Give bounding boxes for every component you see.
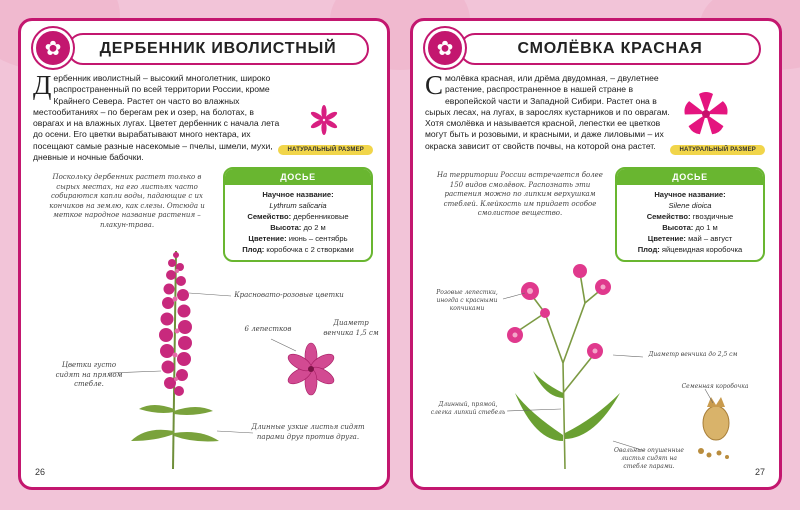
right-note-leaves: Овальные опушенные листья сидят на стебле парами. (614, 447, 684, 470)
right-dossier-title: ДОСЬЕ (617, 169, 763, 185)
left-family-label: Семейство: (247, 212, 292, 221)
left-annotation-lines (21, 21, 390, 490)
left-sci-label: Научное название: (262, 190, 334, 199)
left-note-stem: Цветки густо сидят на прямом стебле. (55, 361, 123, 389)
left-height-value: до 2 м (303, 223, 326, 232)
right-intro-dropcap: С (425, 70, 444, 100)
right-fruit-label: Плод: (637, 245, 660, 254)
right-family-value: гвоздичные (692, 212, 734, 221)
left-note-petals: 6 лепестков (244, 325, 292, 333)
left-intro-dropcap: Д (33, 70, 52, 100)
right-page-number: 27 (754, 467, 765, 477)
right-bloom-value: май – август (688, 234, 733, 243)
right-note-capsule: Семенная коробочка (681, 383, 749, 390)
right-height-label: Высота: (662, 223, 694, 232)
left-height-label: Высота: (270, 223, 302, 232)
left-sci-value: Lythrum salicaria (269, 201, 327, 210)
left-main-note: Поскольку дербенник растет только в сырых местах, на его листьях часто собираются капли воды, падающие с их кончиков на землю, как слезы. Отсюда и меткое народное название растения – плакун-трава. (49, 173, 205, 229)
right-height-value: до 1 м (695, 223, 718, 232)
right-note-diameter: Диаметр венчика до 2,5 см (648, 351, 738, 358)
left-fruit-value: коробочка с 2 створками (266, 245, 354, 254)
flower-icon: ✿ (425, 28, 465, 68)
right-main-note: На территории России встречается более 150 видов смолёвок. Распознать эти растения можно по липким верхушкам стеблей. Клейкость им придает особое смолистое вещество. (437, 171, 603, 218)
left-size-badge: НАТУРАЛЬНЫЙ РАЗМЕР (278, 145, 373, 155)
right-sci-value: Silene dioica (668, 201, 712, 210)
left-page-title: ДЕРБЕННИК ИВОЛИСТНЫЙ (67, 33, 369, 65)
right-size-badge: НАТУРАЛЬНЫЙ РАЗМЕР (670, 145, 765, 155)
left-page (18, 18, 390, 490)
flower-icon: ✿ (33, 28, 73, 68)
left-page-number: 26 (35, 467, 46, 477)
left-family-value: дербенниковые (293, 212, 349, 221)
right-bloom-label: Цветение: (647, 234, 686, 243)
right-note-stem: Длинный, прямой, слегка липкий стебель (430, 401, 506, 416)
right-annotation-lines (413, 21, 782, 490)
left-note-diameter: Диаметр венчика 1,5 см (323, 319, 379, 337)
right-page (410, 18, 782, 490)
left-intro-text: ербенник иволистный – высокий многолетник, широко распространенный по всей территории России, кроме Крайнего Севера. Растет он часто во влажных местообитаниях – по берегам рек и озер, на болотах, в оврагах и на влажных лугах. Цветет дербенник с начала лета до осени. Его цветки вырабатывают много нектара, их посещают самые разные насекомые – пчелы, шмели, мухи, дневные и ночные бабочки. (33, 73, 280, 163)
right-family-label: Семейство: (646, 212, 691, 221)
left-bloom-label: Цветение: (248, 234, 287, 243)
left-bloom-value: июнь – сентябрь (288, 234, 348, 243)
left-note-flowers: Красновато-розовые цветки (234, 291, 344, 299)
left-note-leaves: Длинные узкие листья сидят парами друг против друга. (251, 423, 365, 441)
right-intro-text: молёвка красная, или дрёма двудомная, – двулетнее растение, распространенное в нашей стране в европейской части и Западной Сибири. Растет она в сырых лесах, на лугах, в зарослях кустарников и по оврагам. Хотя смолёвка и называется красной, лепестки ее цветков могут быть и розовыми, и красными, и даже лиловыми – их окраска зависит от свойств почвы, на которой она растет. (425, 73, 670, 151)
right-sci-label: Научное название: (654, 190, 726, 199)
right-note-petals: Розовые лепестки, иногда с красными копчиками (436, 289, 498, 312)
left-dossier-title: ДОСЬЕ (225, 169, 371, 185)
left-fruit-label: Плод: (242, 245, 265, 254)
right-fruit-value: яйцевидная коробочка (661, 245, 743, 254)
right-page-title: СМОЛЁВКА КРАСНАЯ (459, 33, 761, 65)
